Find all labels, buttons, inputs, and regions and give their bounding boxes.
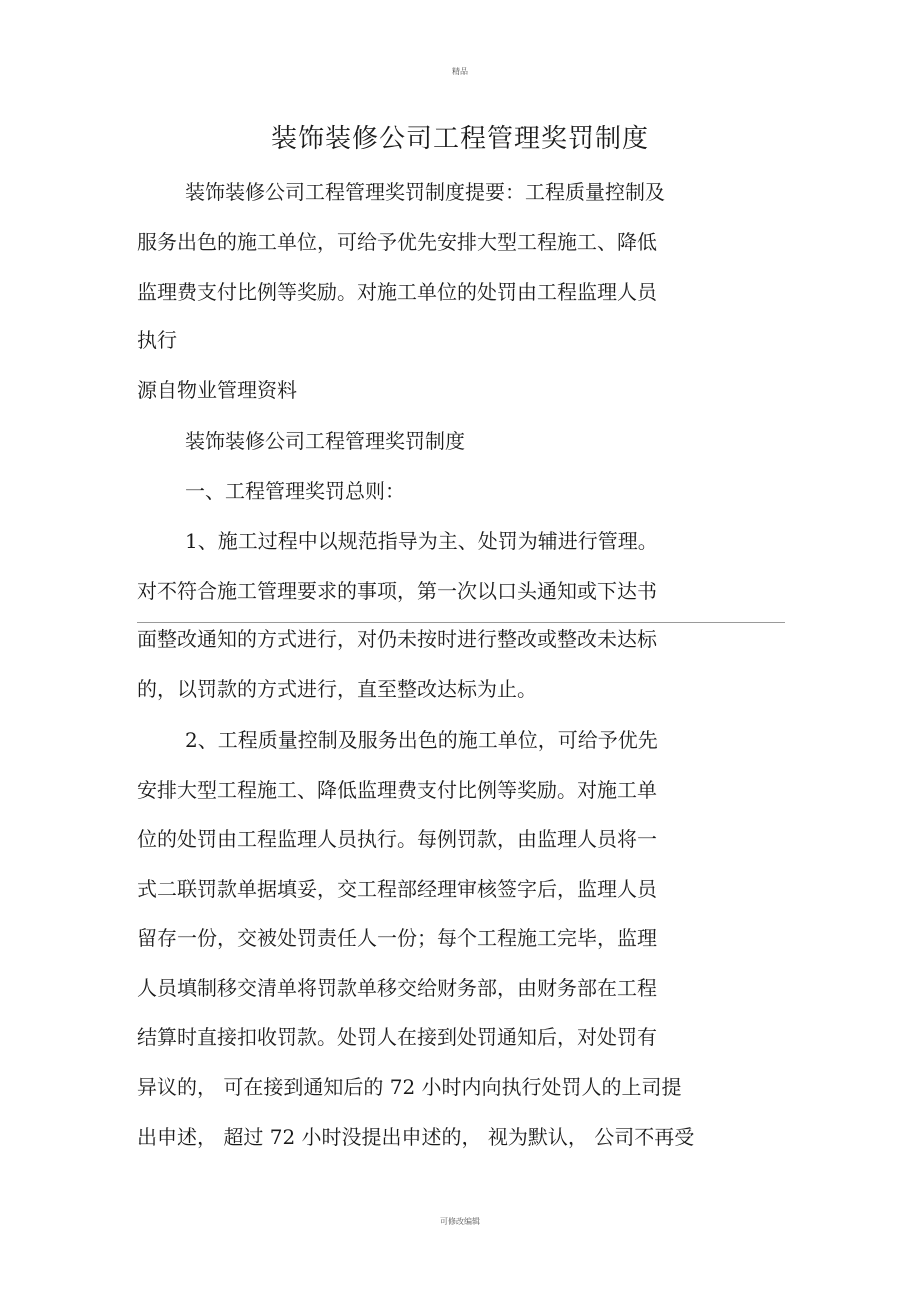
- summary-line-2: 服务出色的施工单位，可给予优先安排大型工程施工、降低: [137, 230, 657, 254]
- clause-1-line-2: 对不符合施工管理要求的事项，第一次以口头通知或下达书: [137, 579, 657, 603]
- clause-1-line-3: 面整改通知的方式进行，对仍未按时进行整改或整改未达标: [137, 627, 657, 651]
- clause-1-line-4: 的，以罚款的方式进行，直至整改达标为止。: [137, 677, 537, 701]
- clause-2-line-1: 2、工程质量控制及服务出色的施工单位，可给予优先: [185, 728, 658, 752]
- summary-line-3: 监理费支付比例等奖励。对施工单位的处罚由工程监理人员: [137, 280, 657, 304]
- separator-line: [137, 622, 785, 623]
- clause-2-line-4: 式二联罚款单据填妥，交工程部经理审核签字后，监理人员: [137, 877, 657, 901]
- header-mark: 精品: [452, 67, 468, 76]
- document-title: 装饰装修公司工程管理奖罚制度: [270, 124, 649, 154]
- clause-2-line-2: 安排大型工程施工、降低监理费支付比例等奖励。对施工单: [137, 778, 657, 802]
- source-line: 源自物业管理资料: [137, 378, 297, 402]
- chapter-heading: 一、工程管理奖罚总则：: [185, 479, 405, 503]
- clause-1-line-1: 1、施工过程中以规范指导为主、处罚为辅进行管理。: [185, 529, 658, 553]
- clause-2-line-6: 人员填制移交清单将罚款单移交给财务部，由财务部在工程: [137, 976, 657, 1000]
- clause-2-line-3: 位的处罚由工程监理人员执行。每例罚款，由监理人员将一: [137, 827, 657, 851]
- clause-2-line-9: 出申述， 超过 72 小时没提出申述的， 视为默认， 公司不再受: [137, 1125, 695, 1149]
- footer-mark: 可修改编辑: [440, 1217, 480, 1226]
- section-title: 装饰装修公司工程管理奖罚制度: [185, 429, 465, 453]
- clause-2-line-8: 异议的， 可在接到通知后的 72 小时内向执行处罚人的上司提: [137, 1075, 682, 1099]
- summary-line-4: 执行: [137, 328, 177, 352]
- clause-2-line-5: 留存一份，交被处罚责任人一份；每个工程施工完毕，监理: [137, 926, 657, 950]
- clause-2-line-7: 结算时直接扣收罚款。处罚人在接到处罚通知后，对处罚有: [137, 1025, 657, 1049]
- summary-line-1: 装饰装修公司工程管理奖罚制度提要：工程质量控制及: [185, 180, 665, 204]
